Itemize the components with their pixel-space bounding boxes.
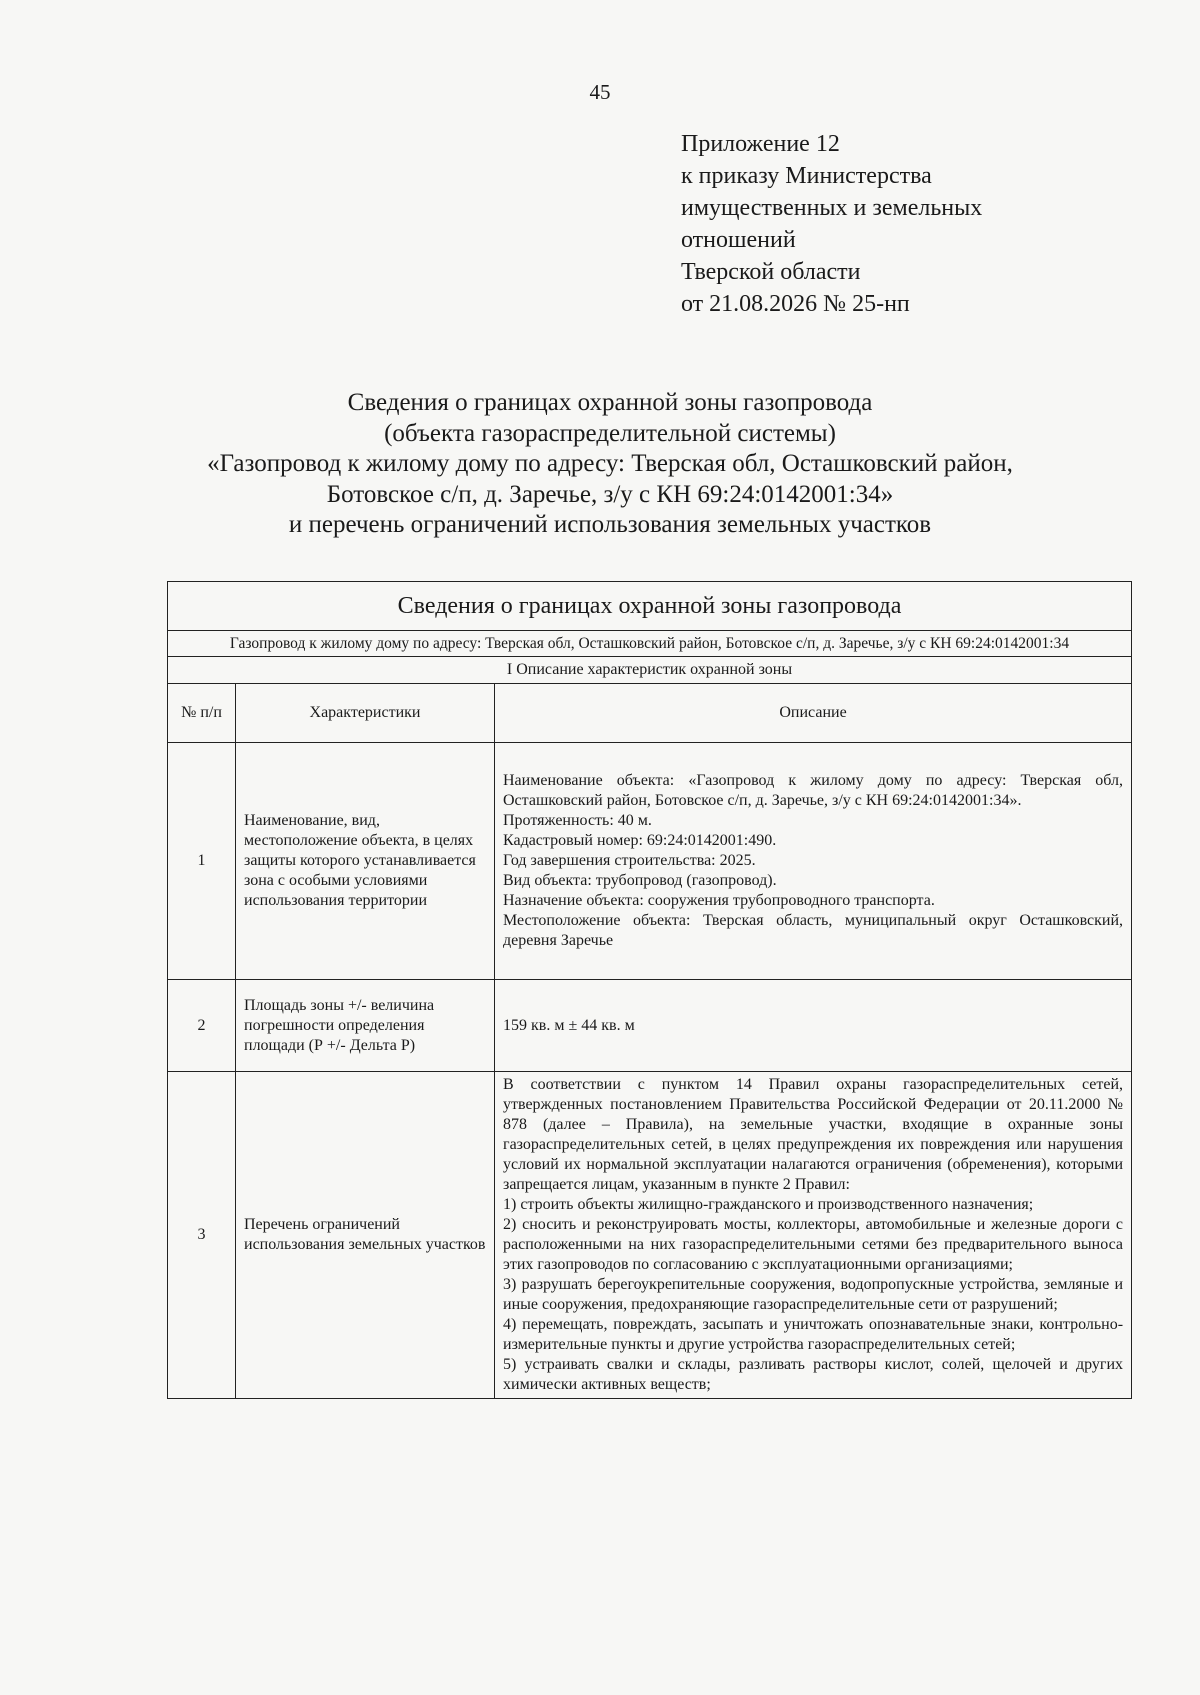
table-section-heading: I Описание характеристик охранной зоны bbox=[168, 657, 1132, 684]
zone-table bbox=[167, 581, 1132, 1399]
appendix-line: имущественных и земельных bbox=[681, 195, 983, 221]
appendix-line: Приложение 12 bbox=[681, 131, 840, 157]
description-line: 3) разрушать берегоукрепительные сооружения, водопропускные устройства, земляные и иные сооружения, предохраняющие газораспределительные сети от разрушений; bbox=[503, 1276, 1124, 1313]
header-characteristic: Характеристики bbox=[236, 684, 495, 743]
description-line: 159 кв. м ± 44 кв. м bbox=[503, 1016, 635, 1034]
description-line: В соответствии с пунктом 14 Правил охраны газораспределительных сетей, утвержденных постановлением Правительства Российской Федерации от 20.11.2000 № 878 (далее – Правила), на земельные участки, входящие в охранные зоны газораспределительных сетей, в целях предупреждения их повреждения или нарушения условий их нормальной эксплуатации налагаются ограничения (обременения), которыми запрещается лицам, указанным в пункте 2 Правил: bbox=[503, 1076, 1124, 1193]
description-line: Кадастровый номер: 69:24:0142001:490. bbox=[503, 832, 777, 849]
table-header-row bbox=[168, 684, 1132, 743]
title-line: (объекта газораспределительной системы) bbox=[384, 419, 836, 447]
title-line: Сведения о границах охранной зоны газопровода bbox=[347, 389, 873, 416]
row-number: 1 bbox=[168, 743, 236, 980]
row-characteristic: Перечень ограничений использования земельных участков bbox=[236, 1072, 495, 1399]
appendix-line: от 21.08.2026 № 25-нп bbox=[681, 291, 910, 317]
row-description bbox=[495, 1072, 1132, 1399]
appendix-line: к приказу Министерства bbox=[681, 163, 932, 189]
header-num: № п/п bbox=[168, 684, 236, 743]
document-title bbox=[150, 388, 1070, 541]
description-line: 4) перемещать, повреждать, засыпать и уничтожать опознавательные знаки, контрольно-измерительные пункты и другие устройства газораспределительных сетей; bbox=[503, 1316, 1124, 1353]
header-description: Описание bbox=[495, 684, 1132, 743]
title-line: Ботовское с/п, д. Заречье, з/у с КН 69:24:0142001:34» bbox=[326, 480, 894, 508]
row-description bbox=[495, 743, 1132, 980]
table-title: Сведения о границах охранной зоны газопровода bbox=[168, 582, 1132, 631]
description-line: 5) устраивать свалки и склады, разливать растворы кислот, солей, щелочей и других химически активных веществ; bbox=[503, 1356, 1124, 1393]
description-line: Протяженность: 40 м. bbox=[503, 812, 652, 829]
row-characteristic: Наименование, вид, местоположение объекта, в целях защиты которого устанавливается зона с особыми условиями использования территории bbox=[236, 743, 495, 980]
description-line: 2) сносить и реконструировать мосты, коллекторы, автомобильные и железные дороги с расположенными на них газораспределительными сетями без предварительного выноса этих газопроводов по согласованию с эксплуатационными организациями; bbox=[503, 1216, 1124, 1273]
table-row bbox=[168, 980, 1132, 1072]
row-number: 2 bbox=[168, 980, 236, 1072]
description-line: Вид объекта: трубопровод (газопровод). bbox=[503, 872, 777, 889]
appendix-line: отношений bbox=[681, 227, 796, 253]
appendix-line: Тверской области bbox=[681, 259, 861, 285]
table-row bbox=[168, 1072, 1132, 1399]
table-row bbox=[168, 743, 1132, 980]
row-characteristic: Площадь зоны +/- величина погрешности определения площади (Р +/- Дельта Р) bbox=[236, 980, 495, 1072]
description-line: Год завершения строительства: 2025. bbox=[503, 852, 756, 869]
page-number: 45 bbox=[589, 80, 611, 104]
table-subtitle: Газопровод к жилому дому по адресу: Тверская обл, Осташковский район, Ботовское с/п, д. Заречье, з/у с КН 69:24:0142001:34 bbox=[168, 631, 1132, 657]
description-line: Местоположение объекта: Тверская область, муниципальный округ Осташковский, деревня Заречье bbox=[503, 912, 1124, 949]
description-line: Назначение объекта: сооружения трубопроводного транспорта. bbox=[503, 892, 935, 909]
description-line: 1) строить объекты жилищно-гражданского и производственного назначения; bbox=[503, 1196, 1034, 1213]
appendix-reference bbox=[681, 128, 982, 320]
title-line: и перечень ограничений использования земельных участков bbox=[288, 511, 932, 538]
description-line: Наименование объекта: «Газопровод к жилому дому по адресу: Тверская обл, Осташковский район, Ботовское с/п, д. Заречье, з/у с КН 69:24:0142001:34». bbox=[503, 772, 1124, 809]
row-description bbox=[495, 980, 1132, 1072]
title-line: «Газопровод к жилому дому по адресу: Тверская обл, Осташковский район, bbox=[207, 450, 1013, 477]
row-number: 3 bbox=[168, 1072, 236, 1399]
